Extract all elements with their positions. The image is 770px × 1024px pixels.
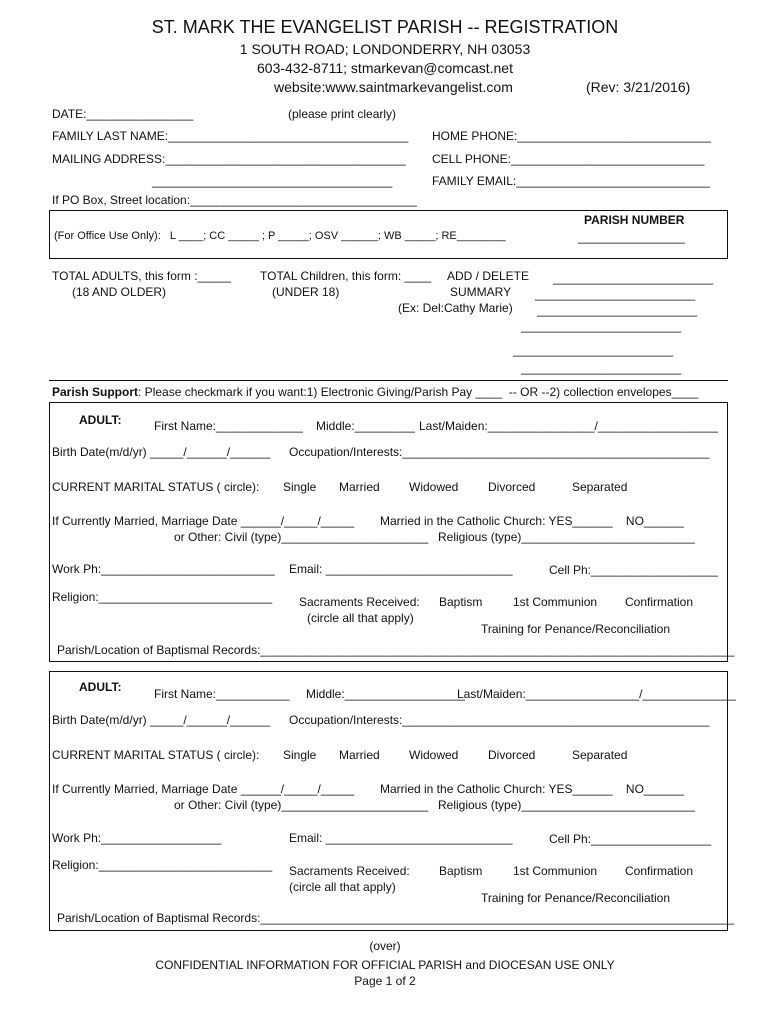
marital-option-widowed[interactable]: Widowed xyxy=(409,480,459,494)
marital-option-married[interactable]: Married xyxy=(339,480,380,494)
adult-section xyxy=(49,671,736,931)
page-number: Page 1 of 2 xyxy=(354,974,416,988)
family-email-field[interactable]: FAMILY EMAIL:_____________________________ xyxy=(432,174,710,188)
add-delete-label: ADD / DELETE xyxy=(447,269,530,283)
cell-phone-field[interactable]: CELL PHONE:_____________________________ xyxy=(432,152,705,166)
office-use-box xyxy=(49,210,728,259)
marital-option-single[interactable]: Single xyxy=(283,748,317,762)
summary-label: SUMMARY xyxy=(450,285,512,299)
summary-example: (Ex: Del:Cathy Marie) xyxy=(398,301,513,315)
email-field[interactable]: Email: ____________________________ xyxy=(289,831,513,845)
mailing-address-line-2[interactable]: ____________________________________ xyxy=(152,174,393,188)
marriage-date-field[interactable]: If Currently Married, Marriage Date ______/_____/_____ xyxy=(52,514,355,528)
last-maiden-field[interactable]: Last/Maiden:________________/__________________ xyxy=(419,419,718,433)
middle-name-field[interactable]: Middle:_________ xyxy=(316,419,415,433)
parish-support-label: Parish Support xyxy=(52,385,139,399)
adult-section xyxy=(49,402,735,662)
civil-type-field[interactable]: or Other: Civil (type)______________________ xyxy=(174,530,429,544)
over-note: (over) xyxy=(369,939,401,953)
marital-option-divorced[interactable]: Divorced xyxy=(488,748,536,762)
marital-status-label: CURRENT MARITAL STATUS ( circle): xyxy=(52,748,260,762)
last-maiden-field[interactable]: Last/Maiden:_________________/______________ xyxy=(457,687,736,701)
penance-training-option[interactable]: Training for Penance/Reconciliation xyxy=(481,622,670,636)
mailing-address-field[interactable]: MAILING ADDRESS:____________________________________ xyxy=(52,152,406,166)
parish-address: 1 SOUTH ROAD; LONDONDERRY, NH 03053 xyxy=(239,41,531,57)
first-name-field[interactable]: First Name:___________ xyxy=(154,687,290,701)
summary-line[interactable]: ________________________ xyxy=(537,303,698,317)
sacrament-baptism[interactable]: Baptism xyxy=(439,864,483,878)
total-adults-note: (18 AND OLDER) xyxy=(72,285,167,299)
marital-option-separated[interactable]: Separated xyxy=(572,748,628,762)
po-box-street-field[interactable]: If PO Box, Street location:__________________________________ xyxy=(52,193,417,207)
marital-option-separated[interactable]: Separated xyxy=(572,480,628,494)
first-name-field[interactable]: First Name:_____________ xyxy=(154,419,303,433)
occupation-field[interactable]: Occupation/Interests:______________________________________________ xyxy=(289,713,710,727)
sacraments-label: Sacraments Received: xyxy=(299,595,420,609)
parish-website: website:www.saintmarkevangelist.com xyxy=(274,79,513,95)
circle-note: (circle all that apply) xyxy=(289,880,396,894)
occupation-field[interactable]: Occupation/Interests:______________________________________________ xyxy=(289,445,710,459)
revision-date: (Rev: 3/21/2016) xyxy=(586,79,691,95)
total-children-field[interactable]: TOTAL Children, this form: ____ xyxy=(260,269,432,283)
civil-type-field[interactable]: or Other: Civil (type)______________________ xyxy=(174,798,429,812)
marital-option-single[interactable]: Single xyxy=(283,480,317,494)
summary-line[interactable]: ________________________ xyxy=(513,343,674,357)
adult-heading: ADULT: xyxy=(79,680,122,694)
catholic-marriage-field[interactable]: Married in the Catholic Church: YES______ NO______ xyxy=(380,782,684,796)
work-phone-field[interactable]: Work Ph:__________________ xyxy=(52,831,222,845)
office-use-codes: (For Office Use Only): L ____; CC _____ ; P _____; OSV ______; WB _____; RE________ xyxy=(54,230,506,242)
total-children-note: (UNDER 18) xyxy=(272,285,340,299)
section-divider xyxy=(49,380,728,381)
marital-option-divorced[interactable]: Divorced xyxy=(488,480,536,494)
sacrament-first-communion[interactable]: 1st Communion xyxy=(513,864,598,878)
date-field[interactable]: DATE:________________ xyxy=(52,107,194,121)
sacraments-label: Sacraments Received: xyxy=(289,864,410,878)
marital-option-widowed[interactable]: Widowed xyxy=(409,748,459,762)
total-adults-field[interactable]: TOTAL ADULTS, this form :_____ xyxy=(52,269,231,283)
baptismal-records-field[interactable]: Parish/Location of Baptismal Records:_______________________________________________________________________ xyxy=(57,643,735,657)
confidential-notice: CONFIDENTIAL INFORMATION FOR OFFICIAL PARISH and DIOCESAN USE ONLY xyxy=(155,958,615,972)
parish-support-line[interactable] xyxy=(52,386,698,398)
religion-field[interactable]: Religion:__________________________ xyxy=(52,590,273,604)
family-last-name-field[interactable]: FAMILY LAST NAME:____________________________________ xyxy=(52,129,409,143)
form-title: ST. MARK THE EVANGELIST PARISH -- REGISTRATION xyxy=(151,17,619,37)
home-phone-field[interactable]: HOME PHONE:_____________________________ xyxy=(432,129,711,143)
parish-number-field[interactable]: ________________ xyxy=(578,230,685,244)
print-note: (please print clearly) xyxy=(288,107,397,121)
parish-support-text: : Please checkmark if you want:1) Electronic Giving/Parish Pay ____ -- OR --2) collection envelopes____ xyxy=(138,385,699,399)
summary-line[interactable]: ________________________ xyxy=(535,287,696,301)
religious-type-field[interactable]: Religious (type)__________________________ xyxy=(438,798,695,812)
sacrament-confirmation[interactable]: Confirmation xyxy=(625,595,694,609)
parish-phone-email: 603-432-8711; stmarkevan@comcast.net xyxy=(257,60,513,76)
summary-line[interactable]: ________________________ xyxy=(553,271,714,285)
work-phone-field[interactable]: Work Ph:__________________________ xyxy=(52,562,275,576)
cell-phone-field[interactable]: Cell Ph:___________________ xyxy=(549,563,718,577)
marital-option-married[interactable]: Married xyxy=(339,748,380,762)
sacrament-first-communion[interactable]: 1st Communion xyxy=(513,595,598,609)
marital-status-label: CURRENT MARITAL STATUS ( circle): xyxy=(52,480,260,494)
parish-number-label: PARISH NUMBER xyxy=(584,213,685,227)
adult-heading: ADULT: xyxy=(79,413,122,427)
catholic-marriage-field[interactable]: Married in the Catholic Church: YES______ NO______ xyxy=(380,514,684,528)
religion-field[interactable]: Religion:__________________________ xyxy=(52,858,273,872)
birth-date-field[interactable]: Birth Date(m/d/yr) _____/______/______ xyxy=(52,445,271,459)
cell-phone-field[interactable]: Cell Ph:__________________ xyxy=(549,832,712,846)
summary-line[interactable]: ________________________ xyxy=(521,361,682,375)
summary-line[interactable]: ________________________ xyxy=(521,319,682,333)
sacrament-confirmation[interactable]: Confirmation xyxy=(625,864,694,878)
penance-training-option[interactable]: Training for Penance/Reconciliation xyxy=(481,891,670,905)
religious-type-field[interactable]: Religious (type)__________________________ xyxy=(438,530,695,544)
sacrament-baptism[interactable]: Baptism xyxy=(439,595,483,609)
marriage-date-field[interactable]: If Currently Married, Marriage Date ______/_____/_____ xyxy=(52,782,355,796)
birth-date-field[interactable]: Birth Date(m/d/yr) _____/______/______ xyxy=(52,713,271,727)
middle-name-field[interactable]: Middle:__________________ xyxy=(306,687,465,701)
circle-note: (circle all that apply) xyxy=(307,611,414,625)
email-field[interactable]: Email: ____________________________ xyxy=(289,562,513,576)
baptismal-records-field[interactable]: Parish/Location of Baptismal Records:_______________________________________________________________________ xyxy=(57,911,735,925)
